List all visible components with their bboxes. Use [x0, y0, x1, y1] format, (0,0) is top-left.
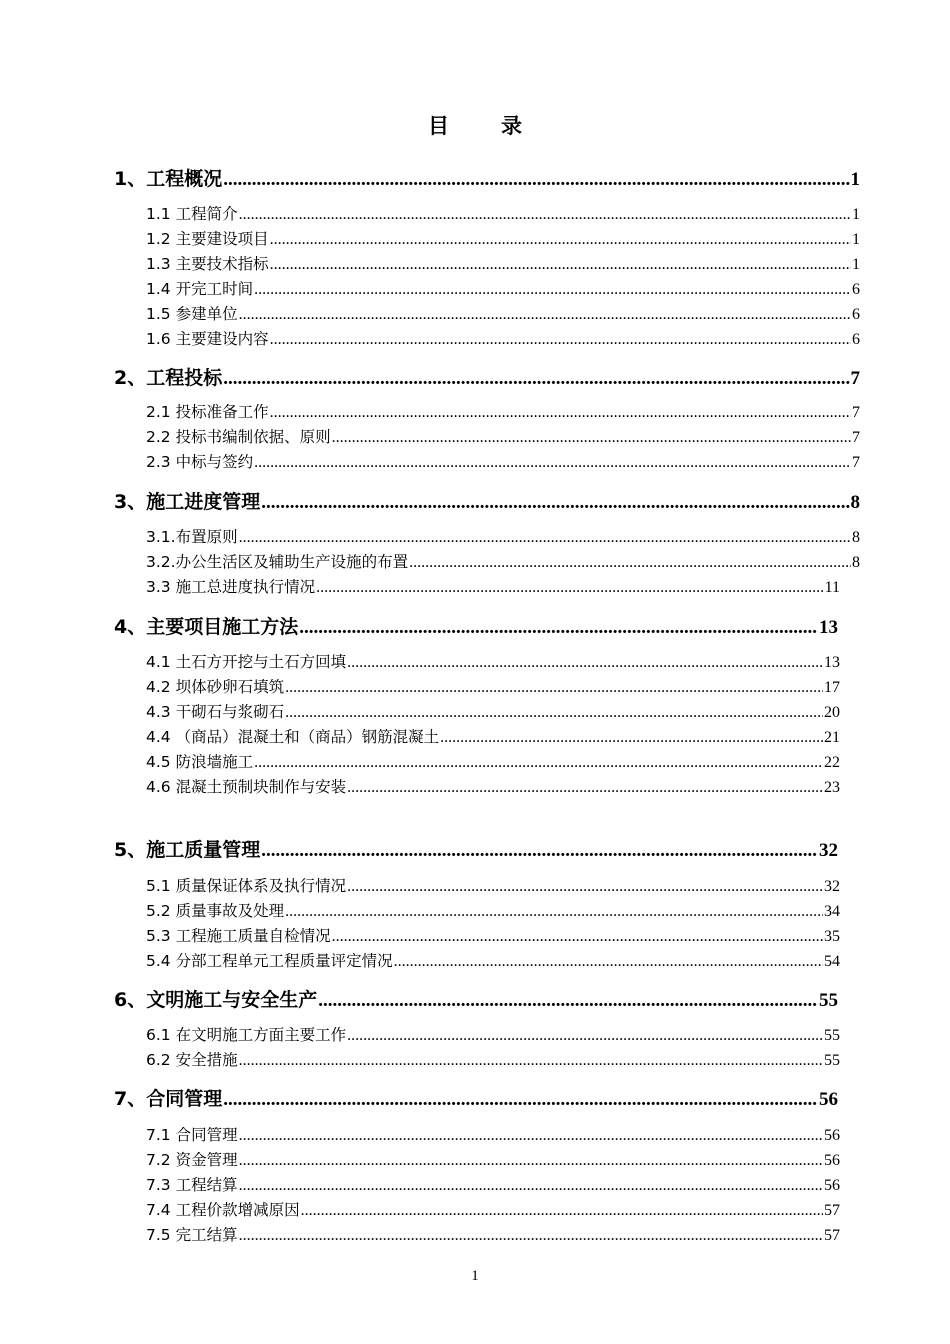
toc-entry-label: 4.4 （商品）混凝土和（商品）钢筋混凝土	[146, 728, 440, 746]
toc-subsection-entry[interactable]	[146, 1223, 840, 1245]
toc-entry-label: 2、工程投标	[114, 367, 223, 389]
toc-entry-page: 34	[824, 903, 840, 920]
toc-entry-label: 2.2 投标书编制依据、原则	[146, 428, 331, 446]
toc-subsection-entry[interactable]	[146, 1148, 840, 1170]
toc-dot-leader	[270, 404, 851, 422]
toc-entry-label: 1、工程概况	[114, 168, 223, 190]
toc-entry-page: 1	[852, 256, 860, 273]
toc-entry-page: 54	[824, 953, 840, 970]
toc-dot-leader	[239, 529, 851, 547]
toc-subsection-entry[interactable]	[146, 302, 860, 324]
toc-entry-label: 4.1 土石方开挖与土石方回填	[146, 653, 347, 671]
toc-entry-label: 3.2.办公生活区及辅助生产设施的布置	[146, 553, 409, 571]
toc-entry-page: 56	[824, 1127, 840, 1144]
toc-entry-page: 7	[852, 429, 860, 446]
toc-subsection-entry[interactable]	[146, 450, 860, 472]
toc-dot-leader	[239, 1152, 823, 1170]
toc-entry-label: 1.2 主要建设项目	[146, 230, 269, 248]
toc-entry-page: 35	[824, 928, 840, 945]
toc-entry-label: 6.2 安全措施	[146, 1051, 238, 1069]
toc-subsection-entry[interactable]	[146, 725, 840, 747]
toc-subsection-entry[interactable]	[146, 775, 840, 797]
toc-entry-label: 6、文明施工与安全生产	[114, 989, 318, 1011]
toc-entry-page: 6	[852, 306, 860, 323]
toc-subsection-entry[interactable]	[146, 252, 860, 274]
toc-subsection-entry[interactable]	[146, 675, 840, 697]
toc-entry-page: 55	[819, 990, 838, 1011]
toc-subsection-entry[interactable]	[146, 227, 860, 249]
toc-dot-leader	[299, 617, 818, 639]
toc-entry-label: 6.1 在文明施工方面主要工作	[146, 1026, 347, 1044]
toc-dot-leader	[285, 704, 823, 722]
toc-entry-label: 4.2 坝体砂卵石填筑	[146, 678, 285, 696]
toc-dot-leader	[223, 169, 849, 191]
toc-entry-page: 56	[824, 1177, 840, 1194]
toc-section-entry[interactable]	[114, 164, 860, 190]
toc-subsection-entry[interactable]	[146, 575, 840, 597]
toc-entry-label: 2.1 投标准备工作	[146, 403, 269, 421]
toc-dot-leader	[254, 754, 823, 772]
toc-entry-label: 4、主要项目施工方法	[114, 616, 299, 638]
toc-title-char-1: 目	[428, 114, 449, 138]
toc-entry-page: 57	[824, 1227, 840, 1244]
toc-entry-page: 11	[824, 579, 840, 596]
toc-section-entry[interactable]	[114, 363, 860, 389]
toc-subsection-entry[interactable]	[146, 525, 860, 547]
toc-entry-page: 8	[850, 492, 860, 513]
toc-subsection-entry[interactable]	[146, 1198, 840, 1220]
toc-dot-leader	[270, 231, 851, 249]
toc-entry-page: 8	[852, 554, 860, 571]
toc-dot-leader	[239, 1052, 823, 1070]
toc-subsection-entry[interactable]	[146, 650, 840, 672]
toc-entry-label: 7.2 资金管理	[146, 1151, 238, 1169]
toc-dot-leader	[285, 679, 823, 697]
toc-entry-page: 1	[852, 206, 860, 223]
toc-subsection-entry[interactable]	[146, 327, 860, 349]
toc-entry-page: 17	[824, 679, 840, 696]
toc-entry-page: 7	[850, 368, 860, 389]
toc-entry-label: 1.3 主要技术指标	[146, 255, 269, 273]
toc-entry-page: 21	[824, 729, 840, 746]
toc-dot-leader	[347, 654, 823, 672]
toc-dot-leader	[223, 368, 849, 390]
toc-section-entry[interactable]	[114, 985, 838, 1011]
toc-subsection-entry[interactable]	[146, 1123, 840, 1145]
toc-entry-page: 32	[824, 878, 840, 895]
toc-title	[0, 110, 950, 140]
toc-entry-label: 1.4 开完工时间	[146, 280, 254, 298]
toc-entry-label: 7.1 合同管理	[146, 1126, 238, 1144]
toc-entry-label: 1.5 参建单位	[146, 305, 238, 323]
toc-entry-label: 4.3 干砌石与浆砌石	[146, 703, 285, 721]
toc-section-entry[interactable]	[114, 612, 838, 638]
toc-entry-page: 55	[824, 1027, 840, 1044]
toc-subsection-entry[interactable]	[146, 750, 840, 772]
toc-section-entry[interactable]	[114, 487, 860, 513]
toc-entry-label: 5.3 工程施工质量自检情况	[146, 927, 331, 945]
toc-entry-page: 56	[819, 1089, 838, 1110]
toc-subsection-entry[interactable]	[146, 899, 840, 921]
toc-subsection-entry[interactable]	[146, 425, 860, 447]
toc-dot-leader	[332, 429, 851, 447]
toc-entry-page: 7	[852, 404, 860, 421]
toc-entry-label: 7.5 完工结算	[146, 1226, 238, 1244]
toc-subsection-entry[interactable]	[146, 700, 840, 722]
toc-entry-page: 1	[850, 169, 860, 190]
toc-entry-page: 23	[824, 779, 840, 796]
toc-entry-page: 13	[819, 617, 838, 638]
toc-dot-leader	[318, 990, 818, 1012]
toc-subsection-entry[interactable]	[146, 924, 840, 946]
toc-section-entry[interactable]	[114, 835, 838, 861]
toc-entry-label: 7、合同管理	[114, 1088, 223, 1110]
toc-entry-label: 5.2 质量事故及处理	[146, 902, 285, 920]
toc-dot-leader	[409, 554, 851, 572]
toc-entry-label: 4.6 混凝土预制块制作与安装	[146, 778, 347, 796]
toc-subsection-entry[interactable]	[146, 1173, 840, 1195]
toc-dot-leader	[239, 206, 851, 224]
toc-entry-label: 7.4 工程价款增减原因	[146, 1201, 300, 1219]
toc-subsection-entry[interactable]	[146, 949, 840, 971]
toc-dot-leader	[394, 953, 823, 971]
toc-entry-page: 57	[824, 1202, 840, 1219]
toc-entry-label: 3、施工进度管理	[114, 491, 261, 513]
toc-dot-leader	[332, 928, 823, 946]
toc-entry-label: 3.3 施工总进度执行情况	[146, 578, 316, 596]
toc-dot-leader	[239, 1177, 823, 1195]
toc-entry-page: 13	[824, 654, 840, 671]
toc-dot-leader	[440, 729, 823, 747]
toc-dot-leader	[261, 492, 849, 514]
toc-dot-leader	[254, 281, 851, 299]
toc-entry-label: 3.1.布置原则	[146, 528, 238, 546]
toc-subsection-entry[interactable]	[146, 202, 860, 224]
toc-dot-leader	[261, 840, 818, 862]
toc-dot-leader	[270, 331, 851, 349]
toc-dot-leader	[239, 306, 851, 324]
toc-entry-page: 1	[852, 231, 860, 248]
toc-dot-leader	[285, 903, 823, 921]
toc-entry-label: 5.1 质量保证体系及执行情况	[146, 877, 347, 895]
toc-dot-leader	[347, 1027, 823, 1045]
page-number: 1	[471, 1268, 479, 1284]
toc-entry-page: 7	[852, 454, 860, 471]
toc-section-entry[interactable]	[114, 1084, 838, 1110]
toc-entry-label: 1.6 主要建设内容	[146, 330, 269, 348]
toc-dot-leader	[239, 1127, 823, 1145]
toc-entry-page: 55	[824, 1052, 840, 1069]
toc-subsection-entry[interactable]	[146, 277, 860, 299]
toc-entry-page: 8	[852, 529, 860, 546]
toc-dot-leader	[223, 1089, 818, 1111]
toc-subsection-entry[interactable]	[146, 550, 860, 572]
toc-subsection-entry[interactable]	[146, 874, 840, 896]
toc-entry-page: 20	[824, 704, 840, 721]
toc-subsection-entry[interactable]	[146, 400, 860, 422]
toc-entry-label: 2.3 中标与签约	[146, 453, 254, 471]
toc-entry-page: 6	[852, 331, 860, 348]
toc-title-char-2: 录	[501, 114, 522, 138]
toc-dot-leader	[270, 256, 851, 274]
toc-subsection-entry[interactable]	[146, 1048, 840, 1070]
toc-dot-leader	[254, 454, 851, 472]
toc-entry-label: 5.4 分部工程单元工程质量评定情况	[146, 952, 393, 970]
toc-entry-label: 7.3 工程结算	[146, 1176, 238, 1194]
toc-dot-leader	[347, 878, 823, 896]
toc-entry-page: 32	[819, 840, 838, 861]
toc-entry-page: 6	[852, 281, 860, 298]
toc-entry-label: 5、施工质量管理	[114, 839, 261, 861]
toc-dot-leader	[316, 579, 824, 597]
toc-entry-page: 22	[824, 754, 840, 771]
toc-dot-leader	[239, 1227, 823, 1245]
toc-entry-label: 1.1 工程简介	[146, 205, 238, 223]
toc-dot-leader	[301, 1202, 823, 1220]
toc-entry-label: 4.5 防浪墙施工	[146, 753, 254, 771]
toc-entry-page: 56	[824, 1152, 840, 1169]
toc-dot-leader	[347, 779, 823, 797]
toc-subsection-entry[interactable]	[146, 1023, 840, 1045]
